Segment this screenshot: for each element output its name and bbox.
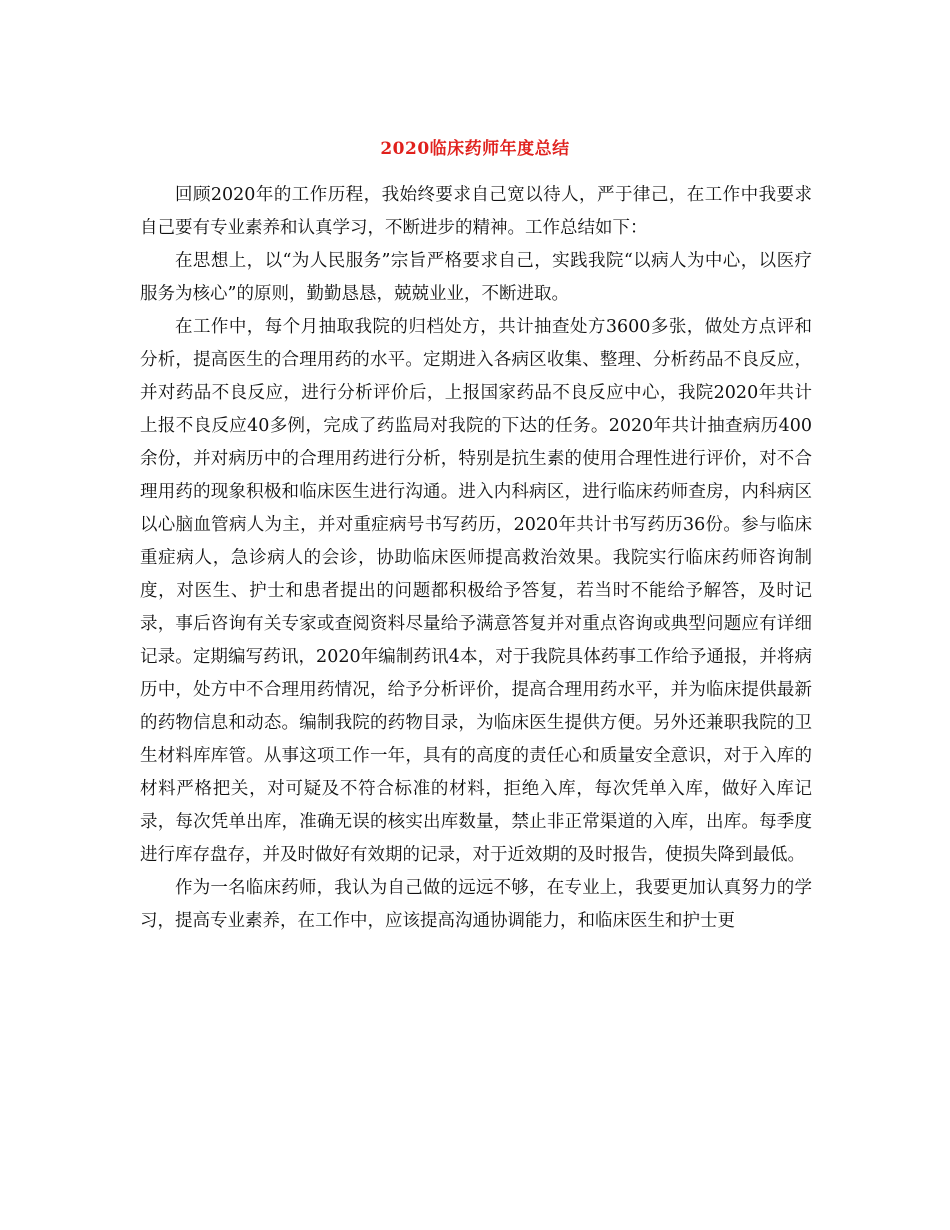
document-body [140,175,812,938]
document-title: 2020临床药师年度总结 [380,139,570,159]
paragraph-work: 在工作中，每个月抽取我院的归档处方，共计抽查处方3600多张，做处方点评和分析，提高医生的合理用药的水平。定期进入各病区收集、整理、分析药品不良反应，并对药品不良反应，进行分析评价后，上报国家药品不良反应中心，我院2020年共计上报不良反应40多例，完成了药监局对我院的下达的任务。2020年共计抽查病历400余份，并对病历中的合理用药进行分析，特别是抗生素的使用合理性进行评价，对不合理用药的现象积极和临床医生进行沟通。进入内科病区，进行临床药师查房，内科病区以心脑血管病人为主，并对重症病号书写药历，2020年共计书写药历36份。参与临床重症病人，急诊病人的会诊，协助临床医师提高救治效果。我院实行临床药师咨询制度，对医生、护士和患者提出的问题都积极给予答复，若当时不能给予解答，及时记录，事后咨询有关专家或查阅资料尽量给予满意答复并对重点咨询或典型问题应有详细记录。定期编写药讯，2020年编制药讯4本，对于我院具体药事工作给予通报，并将病历中，处方中不合理用药情况，给予分析评价，提高合理用药水平，并为临床提供最新的药物信息和动态。编制我院的药物目录，为临床医生提供方便。另外还兼职我院的卫生材料库库管。从事这项工作一年，具有的高度的责任心和质量安全意识，对于入库的材料严格把关，对可疑及不符合标准的材料，拒绝入库，每次凭单入库，做好入库记录，每次凭单出库，准确无误的核实出库数量，禁止非正常渠道的入库，出库。每季度进行库存盘存，并及时做好有效期的记录，对于近效期的及时报告，使损失降到最低。 [140,317,812,865]
paragraph-ideology: 在思想上，以“为人民服务”宗旨严格要求自己，实践我院“以病人为中心，以医疗服务为核心”的原则，勤勤恳恳，兢兢业业，不断进取。 [140,251,812,304]
paragraph-reflection: 作为一名临床药师，我认为自己做的远远不够，在专业上，我要更加认真努力的学习，提高专业素养，在工作中，应该提高沟通协调能力，和临床医生和护士更 [140,878,812,931]
paragraph-intro: 回顾2020年的工作历程，我始终要求自己宽以待人，严于律己，在工作中我要求自己要有专业素养和认真学习，不断进步的精神。工作总结如下： [140,185,812,238]
